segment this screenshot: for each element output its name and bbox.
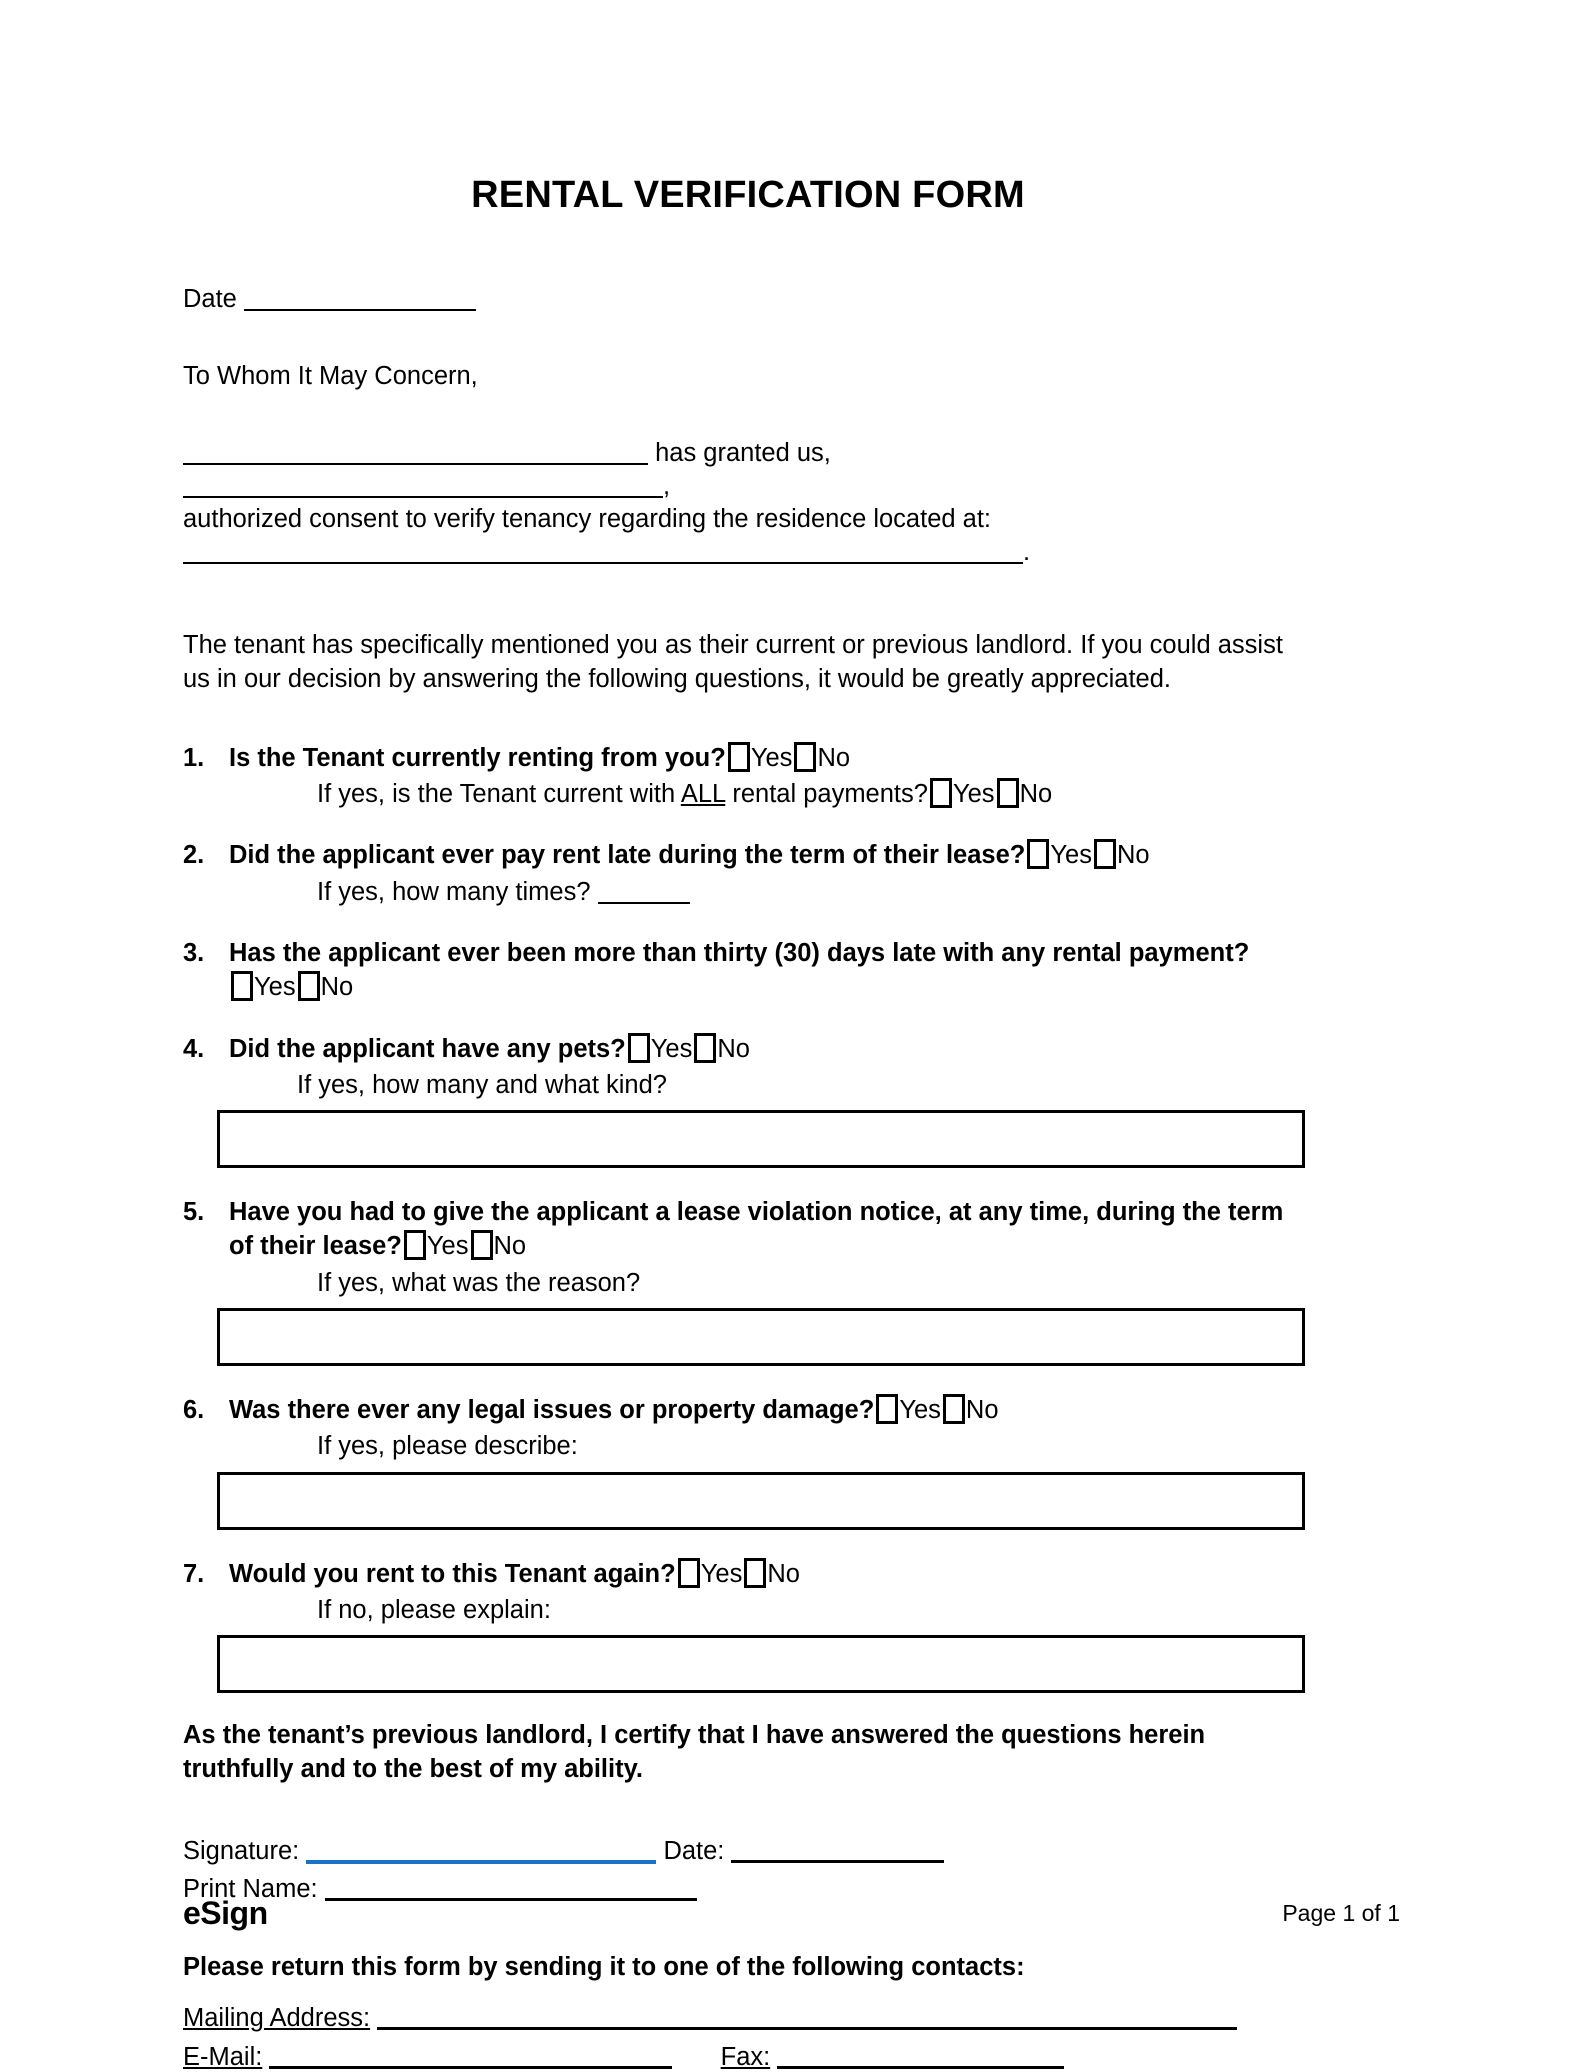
question-2 [183, 839, 1313, 909]
question-2-sub-text: If yes, how many times? [317, 878, 591, 907]
question-2-times-blank[interactable] [598, 902, 690, 904]
question-1-no-label: No [817, 743, 851, 772]
question-2-text-row [229, 839, 1313, 873]
residence-address-blank[interactable] [183, 562, 1023, 564]
question-4-text-row [229, 1033, 1313, 1067]
mailing-address-blank[interactable] [377, 2027, 1237, 2030]
question-5-subquestion: If yes, what was the reason? [317, 1268, 641, 1297]
question-1-number: 1. [183, 743, 205, 772]
question-2-yes-checkbox[interactable] [1027, 839, 1049, 869]
question-6-no-checkbox[interactable] [943, 1394, 965, 1424]
question-1-yes-label: Yes [750, 743, 793, 772]
print-name-label: Print Name: [183, 1874, 318, 1903]
question-7-text-row [229, 1558, 1313, 1592]
consent-comma: , [663, 471, 671, 500]
question-1-sub-no-label: No [1019, 780, 1053, 809]
date-row [183, 285, 1313, 314]
question-1-text: Is the Tenant currently renting from you? [229, 743, 726, 772]
question-5-yes-checkbox[interactable] [404, 1230, 426, 1260]
question-4-no-label: No [717, 1034, 750, 1063]
question-1-text-row [229, 742, 1313, 776]
page-content [183, 0, 1313, 2072]
question-4-yes-checkbox[interactable] [628, 1033, 650, 1063]
question-5-number: 5. [183, 1198, 205, 1227]
email-label: E-Mail: [183, 2043, 263, 2072]
question-3-no-label: No [320, 972, 354, 1001]
question-7 [183, 1558, 1313, 1694]
question-7-text: Would you rent to this Tenant again? [229, 1559, 676, 1588]
question-1-sub-no-checkbox[interactable] [997, 778, 1019, 808]
question-7-yes-checkbox[interactable] [678, 1558, 700, 1588]
question-7-subquestion: If no, please explain: [317, 1596, 551, 1625]
question-4-answer-box[interactable] [217, 1110, 1305, 1168]
contacts-heading: Please return this form by sending it to one of the following contacts: [183, 1953, 1025, 1982]
page-footer [183, 1895, 1400, 1932]
question-4-no-checkbox[interactable] [694, 1033, 716, 1063]
question-2-number: 2. [183, 841, 205, 870]
question-7-no-label: No [767, 1559, 800, 1588]
question-4-number: 4. [183, 1034, 205, 1063]
question-5-no-label: No [493, 1232, 527, 1260]
signature-row [183, 1833, 1313, 1869]
question-2-text: Did the applicant ever pay rent late during the term of their lease? [229, 841, 1026, 870]
question-1-subquestion [317, 778, 1313, 811]
salutation: To Whom It May Concern, [183, 361, 478, 390]
question-2-subquestion [317, 876, 1313, 909]
question-6-yes-checkbox[interactable] [876, 1394, 898, 1424]
esign-logo: eSign [183, 1895, 268, 1931]
tenant-name-blank[interactable] [183, 463, 648, 465]
question-6-answer-box[interactable] [217, 1472, 1305, 1530]
date-label: Date [183, 284, 237, 313]
email-blank[interactable] [269, 2066, 672, 2069]
question-7-yes-label: Yes [700, 1559, 743, 1588]
email-fax-row [183, 2043, 1313, 2072]
question-5-no-checkbox[interactable] [471, 1230, 493, 1260]
question-3-text: Has the applicant ever been more than thirty (30) days late with any rental payment? [229, 939, 1250, 968]
question-7-number: 7. [183, 1559, 205, 1588]
question-6-subquestion: If yes, please describe: [317, 1432, 578, 1461]
question-1-no-checkbox[interactable] [794, 742, 816, 772]
question-2-yes-label: Yes [1050, 841, 1092, 870]
question-6 [183, 1394, 1313, 1530]
question-1 [183, 742, 1313, 812]
question-5-answer-box[interactable] [217, 1308, 1305, 1366]
question-6-number: 6. [183, 1395, 205, 1424]
question-1-sub-yes-checkbox[interactable] [930, 778, 952, 808]
date-input-blank[interactable] [244, 309, 476, 311]
question-4-text: Did the applicant have any pets? [229, 1034, 626, 1063]
signature-date-label: Date: [663, 1836, 725, 1865]
signature-label: Signature: [183, 1836, 300, 1865]
question-3-yes-checkbox[interactable] [231, 971, 253, 1001]
question-1-sub-pre: If yes, is the Tenant current with [317, 780, 681, 809]
question-7-no-checkbox[interactable] [744, 1558, 766, 1588]
question-2-no-checkbox[interactable] [1094, 839, 1116, 869]
question-5-text: Have you had to give the applicant a lease violation notice, at any time, during the term of their lease? [229, 1198, 1284, 1260]
certification-statement: As the tenant’s previous landlord, I certify that I have answered the questions herein truthfully and to the best of my ability. [183, 1721, 1206, 1784]
question-5-text-row [229, 1196, 1313, 1263]
question-6-no-label: No [965, 1395, 999, 1424]
question-1-sub-yes-label: Yes [952, 780, 995, 809]
question-3-no-checkbox[interactable] [298, 971, 320, 1001]
question-1-yes-checkbox[interactable] [728, 742, 750, 772]
question-1-sub-emphasis: ALL [680, 780, 726, 809]
question-7-answer-box[interactable] [217, 1635, 1305, 1693]
question-3 [183, 937, 1313, 1004]
page-title: RENTAL VERIFICATION FORM [471, 174, 1025, 216]
question-3-yes-label: Yes [254, 972, 296, 1001]
mailing-address-label: Mailing Address: [183, 2004, 371, 2033]
fax-blank[interactable] [777, 2066, 1064, 2069]
question-4-yes-label: Yes [650, 1034, 693, 1063]
questions-list [183, 742, 1313, 1694]
consent-period: . [1023, 538, 1031, 567]
question-1-sub-post: rental payments? [725, 780, 928, 809]
question-3-text-row [229, 937, 1313, 1004]
question-4-subquestion: If yes, how many and what kind? [297, 1071, 667, 1100]
company-name-blank[interactable] [183, 496, 663, 498]
question-6-text-row [229, 1394, 1313, 1428]
intro-paragraph: The tenant has specifically mentioned you as their current or previous landlord. If you could assist us in our decision by answering the following questions, it would be greatly appreciated. [183, 631, 1283, 693]
question-6-yes-label: Yes [899, 1395, 941, 1424]
consent-line2-text: authorized consent to verify tenancy regarding the residence located at: [183, 505, 991, 534]
question-5 [183, 1196, 1313, 1365]
question-3-number: 3. [183, 939, 205, 968]
signature-input-blank[interactable] [306, 1860, 656, 1864]
question-2-no-label: No [1116, 841, 1150, 870]
signature-date-blank[interactable] [731, 1860, 944, 1863]
consent-paragraph [183, 437, 1313, 570]
consent-mid-text: has granted us, [655, 438, 831, 467]
question-5-yes-label: Yes [426, 1232, 469, 1260]
question-4 [183, 1033, 1313, 1169]
mailing-address-row [183, 2004, 1313, 2033]
fax-label: Fax: [720, 2043, 771, 2072]
page-number: Page 1 of 1 [1282, 1900, 1400, 1926]
question-6-text: Was there ever any legal issues or property damage? [229, 1395, 875, 1424]
